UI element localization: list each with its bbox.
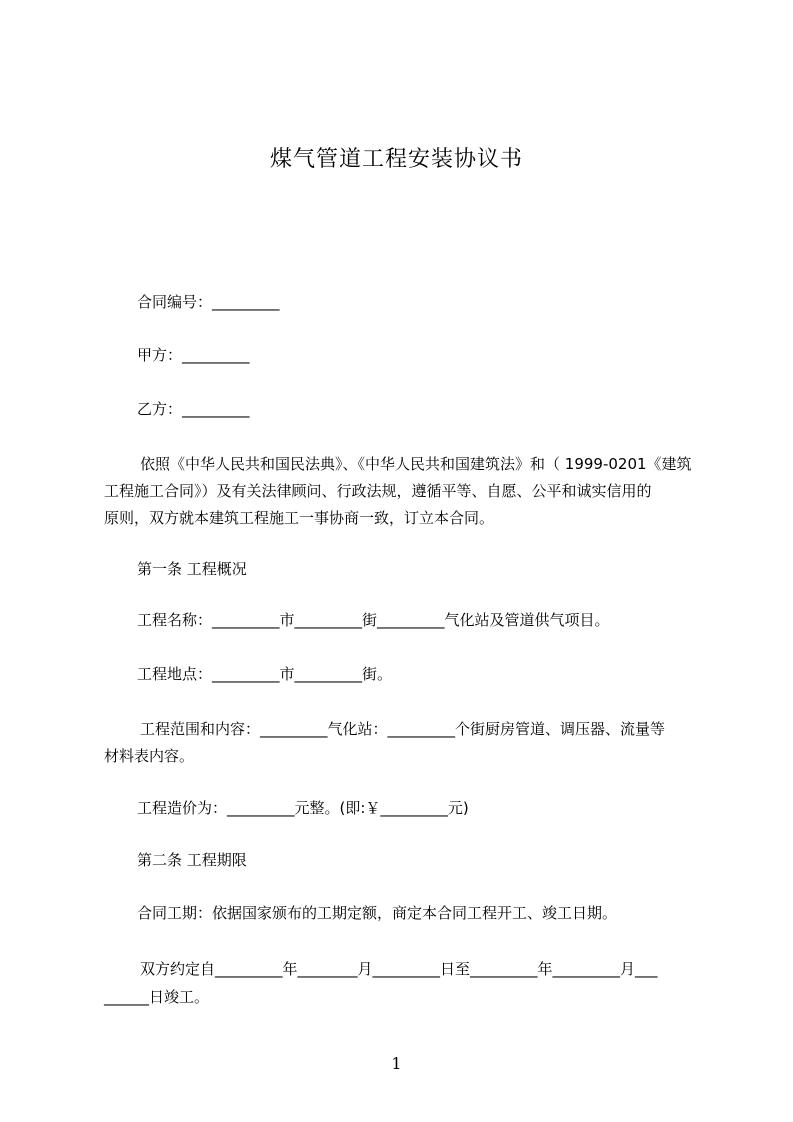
page-number: 1 <box>391 1054 402 1073</box>
party-a-line: 甲方：_________ <box>137 346 250 364</box>
preamble-line-3: 原则，双方就本建筑工程施工一事协商一致，订立本合同。 <box>104 509 495 527</box>
contract-term-line: 合同工期：依据国家颁布的工期定额，商定本合同工程开工、竣工日期。 <box>137 904 618 922</box>
article-2-heading: 第二条 工程期限 <box>137 851 247 869</box>
preamble-line-2: 工程施工合同》）及有关法律顾问、行政法规，遵循平等、自愿、公平和诚实信用的 <box>104 482 652 500</box>
project-site-line: 工程地点：_________市_________街。 <box>137 665 393 683</box>
project-scope-line-2: 材料表内容。 <box>104 747 195 765</box>
agreed-dates-line-2: ______日竣工。 <box>104 988 210 1006</box>
party-b-line: 乙方：_________ <box>137 400 250 418</box>
project-name-line: 工程名称：_________市_________街_________气化站及管道供气项目。 <box>137 611 610 629</box>
article-1-heading: 第一条 工程概况 <box>137 560 247 578</box>
project-scope-line-1: 工程范围和内容：_________气化站：_________个街厨房管道、调压器、流量等 <box>140 720 666 738</box>
contract-number-line: 合同编号：_________ <box>137 293 280 311</box>
document-title: 煤气管道工程安装协议书 <box>269 147 523 172</box>
preamble-line-1: 依照《中华人民共和国民法典》、《中华人民共和国建筑法》和（ 1999-0201《建筑 <box>140 455 692 473</box>
project-price-line: 工程造价为：_________元整。(即:￥_________元) <box>137 799 469 817</box>
agreed-dates-line-1: 双方约定自_________年________月_________日至_________年_________月___ <box>140 960 658 978</box>
